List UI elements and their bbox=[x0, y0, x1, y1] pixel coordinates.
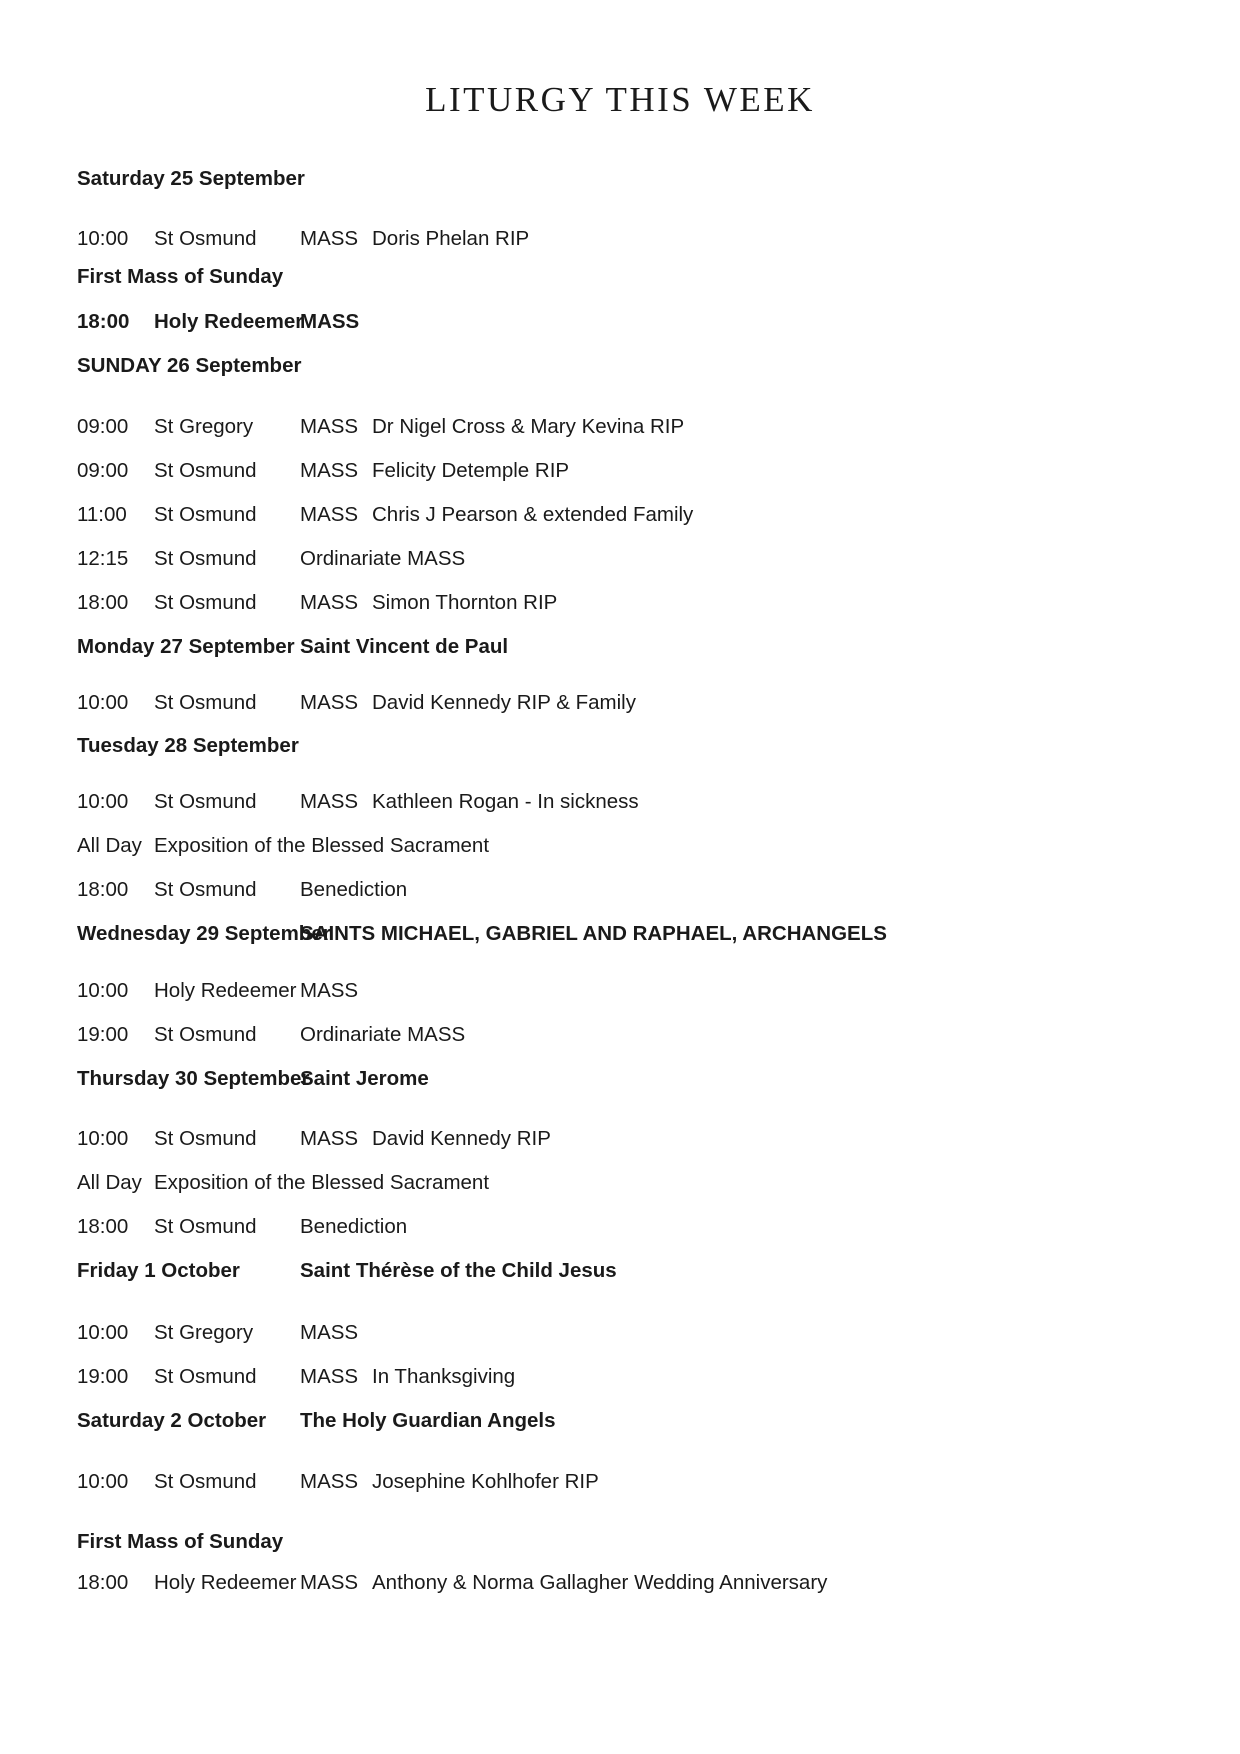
church: Holy Redeemer bbox=[154, 979, 297, 1002]
day-heading: Thursday 30 September bbox=[77, 1067, 310, 1090]
intention: Simon Thornton RIP bbox=[372, 591, 558, 614]
schedule-row bbox=[0, 1212, 1240, 1242]
day-heading-row bbox=[0, 351, 1240, 381]
church: St Osmund bbox=[154, 1365, 257, 1388]
day-heading: Friday 1 October bbox=[77, 1259, 240, 1282]
feast-title: SAINTS MICHAEL, GABRIEL AND RAPHAEL, ARCHANGELS bbox=[300, 922, 887, 945]
time: 18:00 bbox=[77, 1571, 129, 1594]
day-heading: Wednesday 29 September bbox=[77, 922, 331, 945]
day-heading: Saturday 25 September bbox=[77, 167, 305, 190]
church: Holy Redeemer bbox=[154, 1571, 297, 1594]
service: Benediction bbox=[300, 878, 408, 901]
schedule-row bbox=[0, 500, 1240, 530]
service: MASS bbox=[300, 1127, 359, 1150]
schedule-row bbox=[0, 1020, 1240, 1050]
day-heading-row bbox=[0, 919, 1240, 949]
schedule-row bbox=[0, 544, 1240, 574]
day-heading-row bbox=[0, 1406, 1240, 1436]
time: All Day bbox=[77, 834, 142, 857]
time: 10:00 bbox=[77, 1127, 129, 1150]
day-heading: First Mass of Sunday bbox=[77, 265, 284, 288]
time: 10:00 bbox=[77, 691, 129, 714]
church: St Osmund bbox=[154, 227, 257, 250]
church: St Osmund bbox=[154, 1023, 257, 1046]
intention: Dr Nigel Cross & Mary Kevina RIP bbox=[372, 415, 685, 438]
service: MASS bbox=[300, 691, 359, 714]
schedule-row bbox=[0, 831, 1240, 861]
schedule-row bbox=[0, 456, 1240, 486]
church: St Osmund bbox=[154, 503, 257, 526]
service: MASS bbox=[300, 591, 359, 614]
day-heading-row bbox=[0, 1064, 1240, 1094]
church: St Osmund bbox=[154, 878, 257, 901]
schedule-row bbox=[0, 688, 1240, 718]
service: MASS bbox=[300, 459, 359, 482]
intention: Chris J Pearson & extended Family bbox=[372, 503, 694, 526]
schedule-row bbox=[0, 1168, 1240, 1198]
church: St Osmund bbox=[154, 691, 257, 714]
time: 18:00 bbox=[77, 878, 129, 901]
service: MASS bbox=[300, 1571, 359, 1594]
intention: Anthony & Norma Gallagher Wedding Anniversary bbox=[372, 1571, 828, 1594]
day-heading-row bbox=[0, 1256, 1240, 1286]
church: St Osmund bbox=[154, 1470, 257, 1493]
time: 09:00 bbox=[77, 415, 129, 438]
feast-title: Saint Thérèse of the Child Jesus bbox=[300, 1259, 617, 1282]
service: MASS bbox=[300, 310, 360, 333]
time: 10:00 bbox=[77, 1321, 129, 1344]
time: 18:00 bbox=[77, 1215, 129, 1238]
church: St Osmund bbox=[154, 1127, 257, 1150]
time: 18:00 bbox=[77, 310, 130, 333]
schedule-row bbox=[0, 412, 1240, 442]
church: St Gregory bbox=[154, 415, 254, 438]
service: MASS bbox=[300, 1470, 359, 1493]
time: 19:00 bbox=[77, 1023, 129, 1046]
church: St Gregory bbox=[154, 1321, 254, 1344]
schedule-row bbox=[0, 1124, 1240, 1154]
church: Exposition of the Blessed Sacrament bbox=[154, 834, 490, 857]
time: 11:00 bbox=[77, 503, 127, 526]
intention: In Thanksgiving bbox=[372, 1365, 516, 1388]
day-heading-row bbox=[0, 262, 1240, 292]
schedule-row bbox=[0, 307, 1240, 337]
day-heading: Saturday 2 October bbox=[77, 1409, 267, 1432]
intention: Josephine Kohlhofer RIP bbox=[372, 1470, 599, 1493]
schedule-row bbox=[0, 787, 1240, 817]
schedule-row bbox=[0, 1318, 1240, 1348]
intention: Felicity Detemple RIP bbox=[372, 459, 570, 482]
day-heading-row bbox=[0, 731, 1240, 761]
time: 10:00 bbox=[77, 979, 129, 1002]
time: All Day bbox=[77, 1171, 142, 1194]
schedule-row bbox=[0, 588, 1240, 618]
service: Benediction bbox=[300, 1215, 408, 1238]
day-heading: First Mass of Sunday bbox=[77, 1530, 284, 1553]
church: St Osmund bbox=[154, 591, 257, 614]
intention: Doris Phelan RIP bbox=[372, 227, 530, 250]
time: 10:00 bbox=[77, 790, 129, 813]
church: St Osmund bbox=[154, 1215, 257, 1238]
service: Ordinariate MASS bbox=[300, 1023, 466, 1046]
church: St Osmund bbox=[154, 547, 257, 570]
time: 19:00 bbox=[77, 1365, 129, 1388]
service: MASS bbox=[300, 1321, 359, 1344]
church: St Osmund bbox=[154, 459, 257, 482]
feast-title: Saint Jerome bbox=[300, 1067, 429, 1090]
time: 09:00 bbox=[77, 459, 129, 482]
day-heading: SUNDAY 26 September bbox=[77, 354, 302, 377]
service: MASS bbox=[300, 790, 359, 813]
time: 10:00 bbox=[77, 227, 129, 250]
schedule-row bbox=[0, 1362, 1240, 1392]
church: St Osmund bbox=[154, 790, 257, 813]
schedule-row bbox=[0, 224, 1240, 254]
day-heading-row bbox=[0, 164, 1240, 194]
day-heading-row bbox=[0, 632, 1240, 662]
page-title: LITURGY THIS WEEK bbox=[425, 80, 815, 119]
service: MASS bbox=[300, 503, 359, 526]
schedule-row bbox=[0, 976, 1240, 1006]
schedule-row bbox=[0, 1467, 1240, 1497]
church: Exposition of the Blessed Sacrament bbox=[154, 1171, 490, 1194]
intention: Kathleen Rogan - In sickness bbox=[372, 790, 639, 813]
time: 18:00 bbox=[77, 591, 129, 614]
service: MASS bbox=[300, 415, 359, 438]
service: MASS bbox=[300, 1365, 359, 1388]
day-heading-row bbox=[0, 1527, 1240, 1557]
intention: David Kennedy RIP bbox=[372, 1127, 551, 1150]
intention: David Kennedy RIP & Family bbox=[372, 691, 636, 714]
time: 12:15 bbox=[77, 547, 129, 570]
schedule-row bbox=[0, 875, 1240, 905]
service: MASS bbox=[300, 979, 359, 1002]
time: 10:00 bbox=[77, 1470, 129, 1493]
feast-title: Saint Vincent de Paul bbox=[300, 635, 509, 658]
day-heading: Tuesday 28 September bbox=[77, 734, 299, 757]
feast-title: The Holy Guardian Angels bbox=[300, 1409, 556, 1432]
service: Ordinariate MASS bbox=[300, 547, 466, 570]
church: Holy Redeemer bbox=[154, 310, 304, 333]
service: MASS bbox=[300, 227, 359, 250]
day-heading: Monday 27 September bbox=[77, 635, 295, 658]
schedule-row bbox=[0, 1568, 1240, 1598]
